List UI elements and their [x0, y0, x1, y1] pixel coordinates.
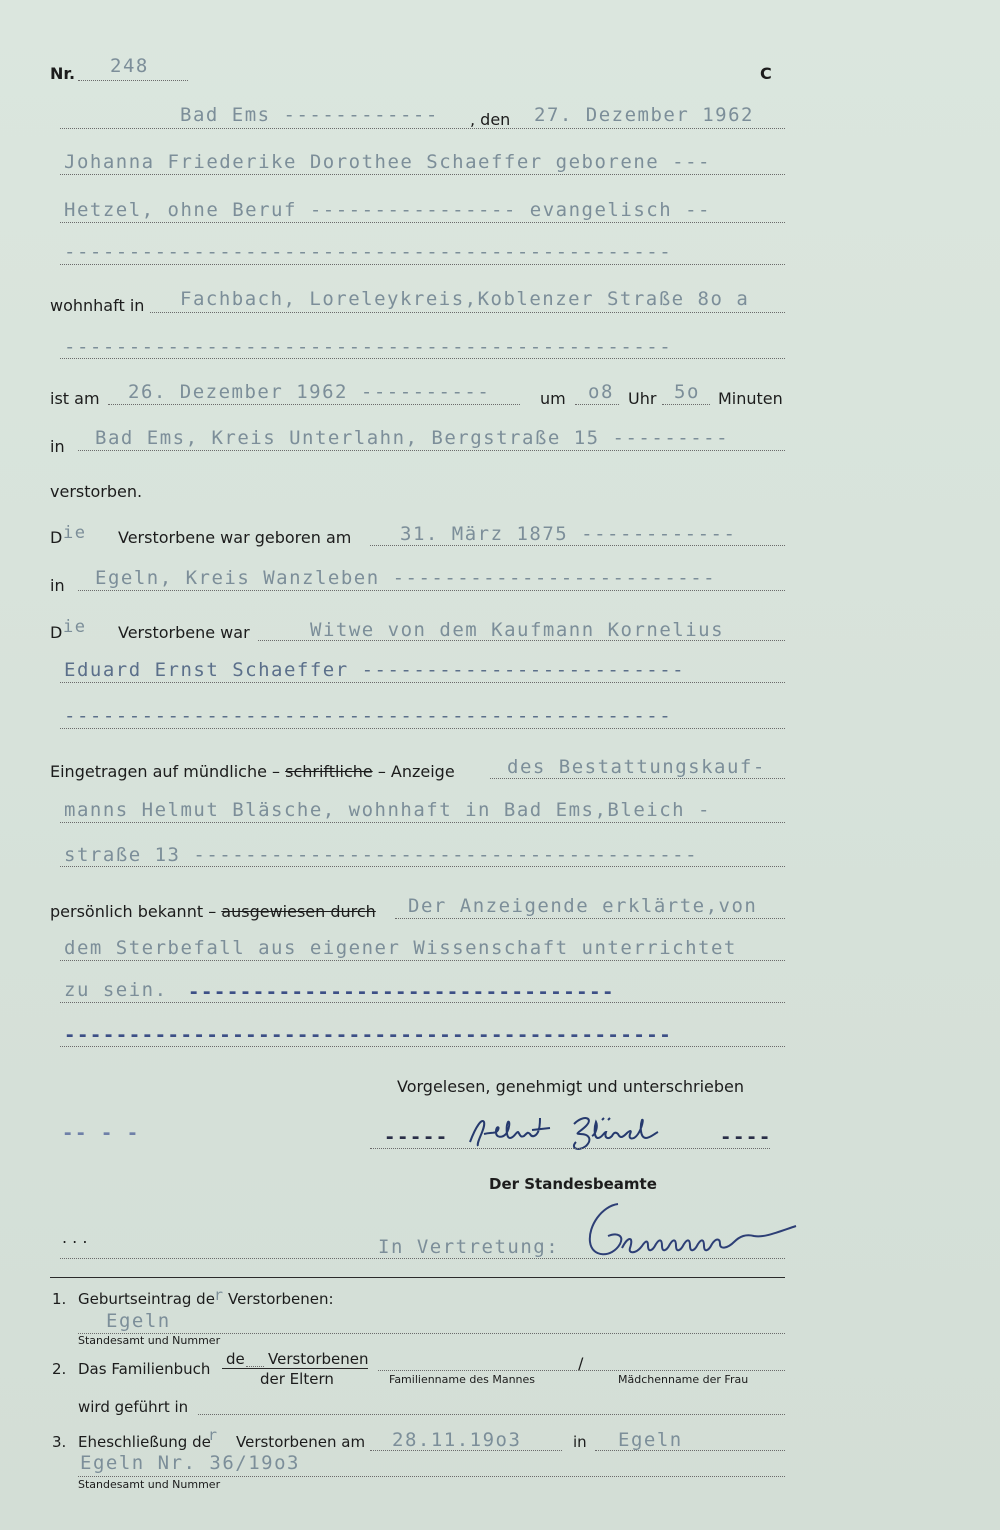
- slash-separator: /: [578, 1354, 584, 1373]
- uhr-label: Uhr: [628, 389, 657, 408]
- dotline: [370, 1450, 562, 1451]
- death-date: 26. Dezember 1962 ----------: [128, 381, 491, 403]
- familienname-caption: Familienname des Mannes: [389, 1373, 536, 1386]
- item3-suffix: r: [208, 1426, 219, 1444]
- filler-dashes: -----------------------------------------------: [64, 336, 673, 358]
- de-label: de: [226, 1350, 245, 1368]
- dotline: [60, 1258, 785, 1259]
- item1-suffix: r: [214, 1286, 225, 1304]
- die-suffix-typed: ie: [63, 523, 87, 543]
- dotline: [60, 960, 785, 961]
- dotline: [78, 450, 785, 451]
- death-minutes: 5o: [674, 381, 700, 403]
- form-letter: C: [760, 64, 772, 83]
- ellipsis: . . .: [62, 1228, 88, 1247]
- den-label: , den: [470, 110, 511, 129]
- header-dotline: [60, 128, 785, 129]
- dotline: [60, 222, 785, 223]
- bekannt-label-start: persönlich bekannt –: [50, 902, 217, 921]
- marriage-registry-value: Egeln Nr. 36/19o3: [80, 1452, 300, 1474]
- in-label: in: [50, 437, 65, 456]
- dotline: [60, 1046, 785, 1047]
- in-label: in: [573, 1433, 587, 1451]
- bekannt-label: [50, 902, 376, 921]
- ist-am-label: ist am: [50, 389, 100, 408]
- death-hour: o8: [588, 381, 614, 403]
- dotline: [490, 778, 785, 779]
- item3-number: 3.: [52, 1433, 67, 1451]
- birth-place: Egeln, Kreis Wanzleben -------------------------: [95, 567, 717, 589]
- register-number: 248: [110, 55, 149, 77]
- filler-dashes: -----------------------------------------------: [64, 241, 673, 263]
- schriftliche-struck: schriftliche: [285, 762, 373, 781]
- marital-status: Witwe von dem Kaufmann Kornelius: [310, 619, 725, 641]
- in-label: in: [50, 576, 65, 595]
- dotline: [595, 1450, 785, 1451]
- marriage-place: Egeln: [618, 1429, 683, 1451]
- minuten-label: Minuten: [718, 389, 783, 408]
- dotline: [108, 404, 520, 405]
- geboren-label: Verstorbene war geboren am: [118, 528, 352, 547]
- die-prefix: D: [50, 528, 63, 547]
- residence-address: Fachbach, Loreleykreis,Koblenzer Straße 8o a: [180, 288, 750, 310]
- side-dashes: -- - -: [62, 1122, 140, 1144]
- birth-date: 31. März 1875 ------------: [400, 523, 737, 545]
- dotline: [60, 822, 785, 823]
- dotline: [60, 682, 785, 683]
- filler-dashes: -----------------------------------------------: [64, 705, 673, 727]
- um-label: um: [540, 389, 566, 408]
- filler-dashes: ---------------------------------: [188, 981, 615, 1003]
- official-signature: [578, 1196, 802, 1266]
- verstorben-label: verstorben.: [50, 482, 143, 501]
- death-place: Bad Ems, Kreis Unterlahn, Bergstraße 15 ---------: [95, 427, 730, 449]
- dotline: [60, 1002, 785, 1003]
- marriage-date: 28.11.19o3: [392, 1429, 522, 1451]
- registry-date: 27. Dezember 1962: [534, 104, 754, 126]
- verstorbenen-label: Verstorbenen:: [228, 1290, 334, 1308]
- footer-separator: [50, 1277, 785, 1278]
- nr-label: Nr.: [50, 64, 76, 83]
- dotline: [258, 640, 785, 641]
- dotline: [60, 728, 785, 729]
- birth-registry-value: Egeln: [106, 1310, 171, 1332]
- dotline: [60, 866, 785, 867]
- dotline: [575, 404, 619, 405]
- deceased-name-line: Johanna Friederike Dorothee Schaeffer geborene ---: [64, 151, 711, 173]
- signer-dashes-left: -----: [384, 1126, 449, 1148]
- item1-number: 1.: [52, 1290, 67, 1308]
- die-prefix: D: [50, 623, 63, 642]
- verstorbenen-am-label: Verstorbenen am: [236, 1433, 366, 1451]
- nr-dotline: [78, 80, 188, 81]
- eingetragen-label-start: Eingetragen auf mündliche –: [50, 762, 281, 781]
- standesamt-caption: Standesamt und Nummer: [78, 1478, 221, 1491]
- declaration-line2: dem Sterbefall aus eigener Wissenschaft unterrichtet: [64, 937, 737, 959]
- declaration-line1: Der Anzeigende erklärte,von: [408, 895, 758, 917]
- die-suffix-typed: ie: [63, 617, 87, 637]
- dotline: [60, 174, 785, 175]
- standesbeamte-label: Der Standesbeamte: [489, 1175, 657, 1193]
- maedchenname-caption: Mädchenname der Frau: [618, 1373, 749, 1386]
- informant-line3: straße 13 ---------------------------------------: [64, 844, 699, 866]
- ausgewiesen-struck: ausgewiesen durch: [221, 902, 376, 921]
- dotline: [246, 1366, 264, 1367]
- registry-place: Bad Ems ------------: [180, 104, 439, 126]
- filler-dashes: -----------------------------------------------: [64, 1024, 673, 1046]
- der-eltern-option: der Eltern: [260, 1370, 334, 1388]
- eingetragen-label: [50, 762, 455, 781]
- wohnhaft-label: wohnhaft in: [50, 296, 145, 315]
- dotline: [378, 1370, 785, 1371]
- standesamt-caption: Standesamt und Nummer: [78, 1334, 221, 1347]
- spouse-name: Eduard Ernst Schaeffer -------------------------: [64, 659, 686, 681]
- dotline: [370, 545, 785, 546]
- vorgelesen-label: Vorgelesen, genehmigt und unterschrieben: [397, 1077, 745, 1096]
- verstorbene-war-label: Verstorbene war: [118, 623, 250, 642]
- familienbuch-label: Das Familienbuch: [78, 1360, 211, 1378]
- dotline: [60, 264, 785, 265]
- fraction-line: [222, 1368, 368, 1369]
- geburtseintrag-label: Geburtseintrag de: [78, 1290, 215, 1308]
- informant-line1: des Bestattungskauf-: [507, 756, 766, 778]
- item2-number: 2.: [52, 1360, 67, 1378]
- verstorbenen-option: Verstorbenen: [268, 1350, 369, 1368]
- eheschliessung-label: Eheschließung de: [78, 1433, 211, 1451]
- dotline: [150, 312, 785, 313]
- dotline: [60, 358, 785, 359]
- dotline: [78, 1476, 785, 1477]
- dotline: [662, 404, 710, 405]
- dotline: [395, 918, 785, 919]
- signer-dashes-right: ----: [720, 1126, 772, 1148]
- dotline: [78, 590, 785, 591]
- vertretung-label: In Vertretung:: [378, 1236, 560, 1258]
- signature-dotline: [370, 1148, 770, 1149]
- deceased-details-line: Hetzel, ohne Beruf ---------------- evangelisch --: [64, 199, 711, 221]
- eingetragen-label-end: – Anzeige: [377, 762, 455, 781]
- informant-line2: manns Helmut Bläsche, wohnhaft in Bad Ems,Bleich -: [64, 799, 711, 821]
- declaration-line3: zu sein.: [64, 979, 168, 1001]
- wird-gefuehrt-label: wird geführt in: [78, 1398, 189, 1416]
- dotline: [198, 1414, 785, 1415]
